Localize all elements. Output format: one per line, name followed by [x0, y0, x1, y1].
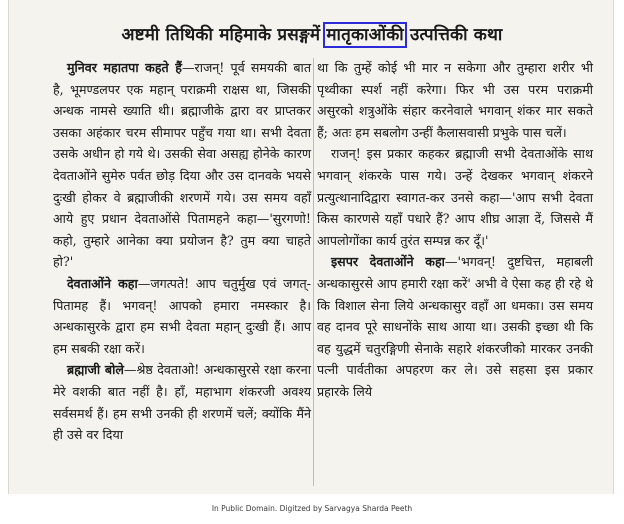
- paragraph-text: —'भगवन्! दुष्टचित्त, महाबली अन्धकासुरसे आप हमारी रक्षा करें' अभी वे ऐसा कह ही रहे थे कि विशाल सेना लिये अन्धकासुर वहाँ आ धमका। उस समय वह दानव पूरे साधनोंके साथ आया था। उसकी इच्छा थी कि वह युद्धमें चतुरङ्गिणी सेनाके सहारे शंकरजीको मारकर उनकी पत्नी पार्वतीका अपहरण कर ले। उसे सहसा इस प्रकार प्रहारके लिये: [317, 254, 593, 399]
- paragraph-text: —जगत्पते! आप चतुर्मुख एवं जगत्-पितामह हैं। भगवन्! आपको हमारा नमस्कार है। अन्धकासुरके द्वारा हम सभी देवता महान् दुःखी हैं। आप हम सबकी रक्षा करें।: [53, 275, 311, 356]
- footer-credit: In Public Domain. Digitzed by Sarvagya Sharda Peeth: [211, 504, 413, 513]
- speaker-label: ब्रह्माजी बोले: [67, 362, 124, 378]
- paragraph: [317, 251, 593, 402]
- scanned-page: [8, 0, 614, 494]
- paragraph: [317, 143, 593, 251]
- column-divider: [313, 58, 314, 486]
- chapter-title: [9, 22, 615, 45]
- paragraph: [53, 273, 311, 359]
- paragraph: [53, 57, 311, 273]
- chapter-title-start: अष्टमी तिथिकी महिमाके प्रसङ्गमें: [121, 25, 327, 45]
- chapter-title-end: उत्पत्तिकी कथा: [403, 25, 503, 45]
- right-column: [317, 57, 593, 403]
- speaker-label: इसपर देवताओंने कहा: [331, 254, 445, 270]
- paragraph: [53, 359, 311, 445]
- speaker-label: मुनिवर महातपा कहते हैं: [67, 60, 182, 75]
- paragraph-text: था कि तुम्हें कोई भी मार न सकेगा और तुम्हारा शरीर भी पृथ्वीका स्पर्श नहीं करेगा। फिर भी उस परम पराक्रमी असुरको शत्रुओंके संहार करनेवाले भगवान् शंकर मार सकते हैं; अतः हम सबलोग उन्हीं कैलासवासी प्रभुके पास चलें।: [317, 60, 593, 140]
- paragraph-text: राजन्! इस प्रकार कहकर ब्रह्माजी सभी देवताओंके साथ भगवान् शंकरके पास गये। उन्हें देखकर भगवान् शंकरने प्रत्युत्थानादिद्वारा स्वागत-कर उनसे कहा—'आप सभी देवता किस कारणसे यहाँ पधारे हैं? आप शीघ्र आज्ञा दें, जिससे मैं आपलोगोंका कार्य तुरंत सम्पन्न कर दूँ।': [317, 146, 593, 248]
- paragraph-text: —श्रेष्ठ देवताओ! अन्धकासुरसे रक्षा करना मेरे वशकी बात नहीं है। हाँ, महाभाग शंकरजी अवश्य सर्वसमर्थ हैं। हम सभी उनकी ही शरणमें चलें; क्योंकि मैंने ही उसे वर दिया: [53, 362, 311, 443]
- highlighted-word[interactable]: मातृकाओंकी: [326, 25, 404, 45]
- paragraph-text: —राजन्! पूर्व समयकी बात है, भूमण्डलपर एक महान् पराक्रमी राक्षस था, जिसकी अन्धक नामसे ख्याति थी। ब्रह्माजीके द्वारा वर प्राप्तकर उसका अहंकार चरम सीमापर पहुँच गया था। सभी देवता उसके अधीन हो गये थे। उसकी सेवा असह्य होनेके कारण देवताओंने सुमेरु पर्वत छोड़ दिया और उस दानवके भयसे दुःखी होकर वे ब्रह्माजीकी शरणमें गये। उस समय वहाँ आये हुए प्रधान देवताओंसे पितामहने कहा—'सुरगणो! कहो, तुम्हारे आनेका क्या प्रयोजन है? तुम क्या चाहते हो?': [53, 60, 311, 270]
- paragraph: [317, 57, 593, 143]
- left-column: [53, 57, 311, 446]
- speaker-label: देवताओंने कहा: [67, 275, 138, 291]
